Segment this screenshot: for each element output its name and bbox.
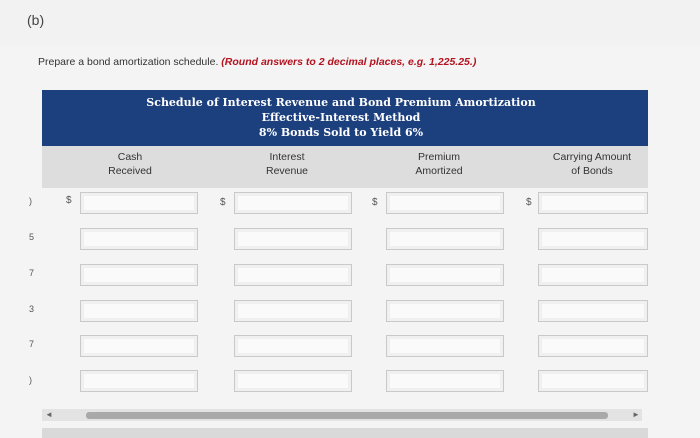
currency-symbol: $	[526, 197, 532, 208]
premium-amortized-input[interactable]	[386, 228, 504, 250]
column-header-premium-amortized: Premium Amortized	[415, 151, 463, 177]
carrying-amount-input[interactable]	[538, 335, 648, 357]
instruction-main: Prepare a bond amortization schedule.	[38, 56, 219, 68]
cash-received-input[interactable]	[80, 370, 198, 392]
row-label: 7	[29, 339, 35, 349]
cash-received-input[interactable]	[80, 264, 198, 286]
row-label: )	[29, 375, 32, 385]
carrying-amount-input[interactable]	[538, 300, 648, 322]
top-bar	[0, 0, 700, 46]
carrying-amount-input[interactable]	[538, 370, 648, 392]
schedule-method: Effective-Interest Method	[261, 111, 421, 124]
premium-amortized-input[interactable]	[386, 192, 504, 214]
carrying-amount-input[interactable]	[538, 192, 648, 214]
currency-symbol: $	[66, 195, 72, 206]
rounding-note: (Round answers to 2 decimal places, e.g. 1,225.25.)	[221, 56, 477, 68]
scrollbar-thumb[interactable]	[86, 412, 608, 419]
cash-received-input[interactable]	[80, 228, 198, 250]
cash-received-input[interactable]	[80, 192, 198, 214]
schedule-header	[42, 90, 648, 146]
cash-received-input[interactable]	[80, 300, 198, 322]
row-label: 3	[29, 304, 35, 314]
schedule-title: Schedule of Interest Revenue and Bond Premium Amortization	[146, 96, 536, 109]
table-bottom-edge	[42, 428, 648, 438]
interest-revenue-input[interactable]	[234, 300, 352, 322]
carrying-amount-input[interactable]	[538, 264, 648, 286]
currency-symbol: $	[220, 197, 226, 208]
column-header-row	[42, 146, 648, 188]
schedule-subtitle: 8% Bonds Sold to Yield 6%	[258, 126, 424, 139]
cash-received-input[interactable]	[80, 335, 198, 357]
scroll-left-icon[interactable]: ◄	[45, 410, 53, 419]
interest-revenue-input[interactable]	[234, 264, 352, 286]
column-header-carrying-amount: Carrying Amount of Bonds	[552, 151, 632, 177]
premium-amortized-input[interactable]	[386, 300, 504, 322]
row-label: 5	[29, 232, 35, 242]
premium-amortized-input[interactable]	[386, 264, 504, 286]
carrying-amount-input[interactable]	[538, 228, 648, 250]
interest-revenue-input[interactable]	[234, 370, 352, 392]
interest-revenue-input[interactable]	[234, 228, 352, 250]
column-header-interest-revenue: Interest Revenue	[265, 151, 309, 177]
row-label: 7	[29, 268, 35, 278]
row-label: )	[29, 196, 32, 206]
column-header-cash-received: Cash Received	[108, 151, 152, 177]
scroll-right-icon[interactable]: ►	[632, 410, 640, 419]
instruction-text	[38, 56, 476, 68]
interest-revenue-input[interactable]	[234, 335, 352, 357]
part-label: (b)	[27, 12, 45, 28]
currency-symbol: $	[372, 197, 378, 208]
premium-amortized-input[interactable]	[386, 370, 504, 392]
interest-revenue-input[interactable]	[234, 192, 352, 214]
premium-amortized-input[interactable]	[386, 335, 504, 357]
